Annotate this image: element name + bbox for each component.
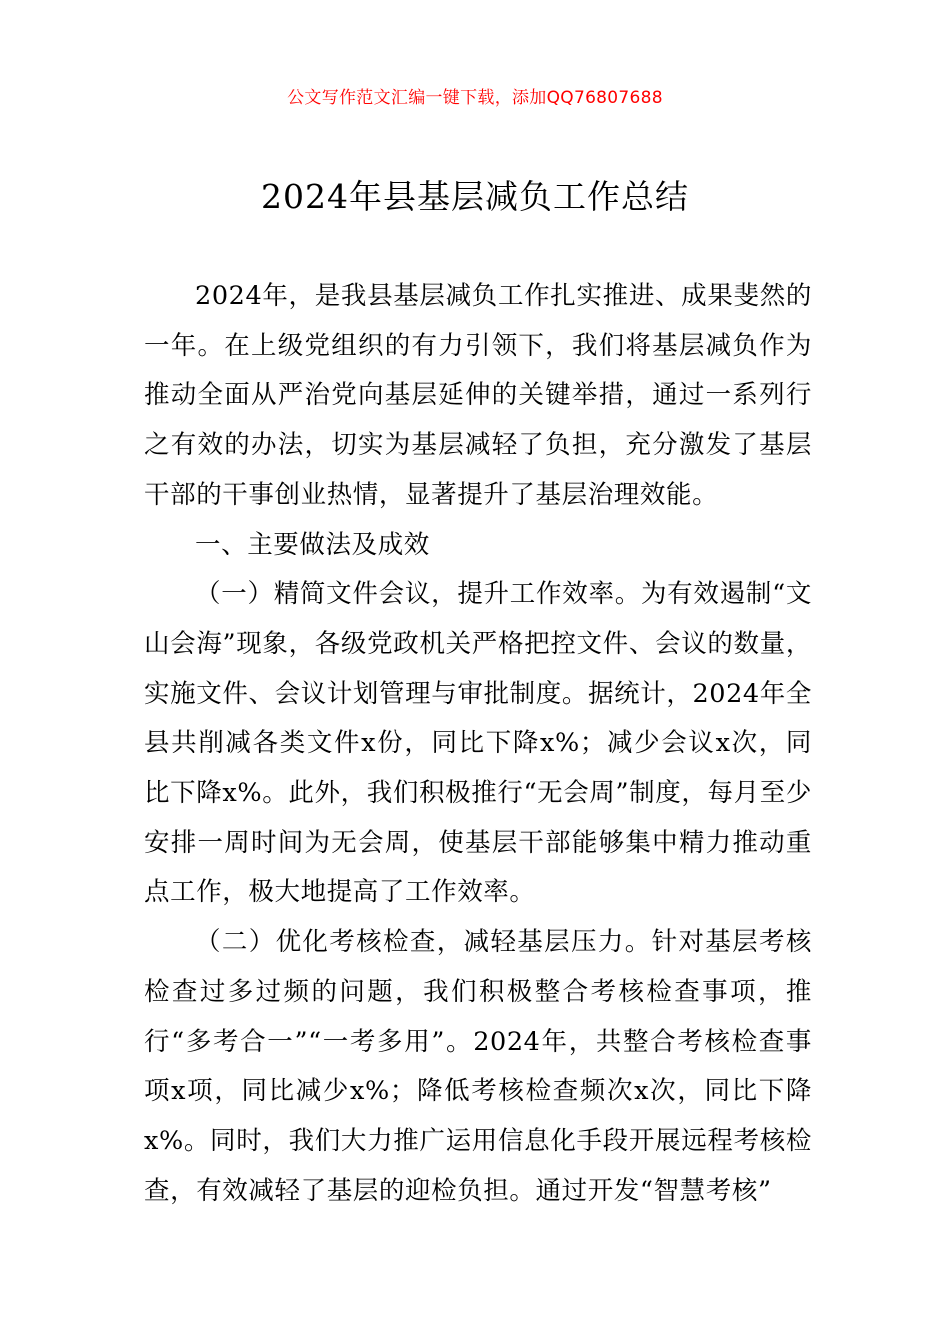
- paragraph-simplify-documents: （一）精简文件会议，提升工作效率。为有效遏制“文山会海”现象，各级党政机关严格把控文件、会议的数量，实施文件、会议计划管理与审批制度。据统计，2024年全县共削减各类文件x份，同比下降x%；减少会议x次，同比下降x%。此外，我们积极推行“无会周”制度，每月至少安排一周时间为无会周，使基层干部能够集中精力推动重点工作，极大地提高了工作效率。: [144, 579, 812, 908]
- intro-paragraph: 2024年，是我县基层减负工作扎实推进、成果斐然的一年。在上级党组织的有力引领下，我们将基层减负作为推动全面从严治党向基层延伸的关键举措，通过一系列行之有效的办法，切实为基层减轻了负担，充分激发了基层干部的干事创业热情，显著提升了基层治理效能。: [144, 281, 812, 510]
- document-title: 2024年县基层减负工作总结: [261, 177, 689, 216]
- section-heading: 一、主要做法及成效: [195, 529, 430, 560]
- paragraph-optimize-inspections: （二）优化考核检查，减轻基层压力。针对基层考核检查过多过频的问题，我们积极整合考核检查事项，推行“多考合一”“一考多用”。2024年，共整合考核检查事项x项，同比减少x%；降低考核检查频次x次，同比下降x%。同时，我们大力推广运用信息化手段开展远程考核检查，有效减轻了基层的迎检负担。通过开发“智慧考核”: [144, 927, 812, 1206]
- download-note: 公文写作范文汇编一键下载，添加QQ76807688: [287, 88, 663, 108]
- document-body: [144, 272, 812, 1216]
